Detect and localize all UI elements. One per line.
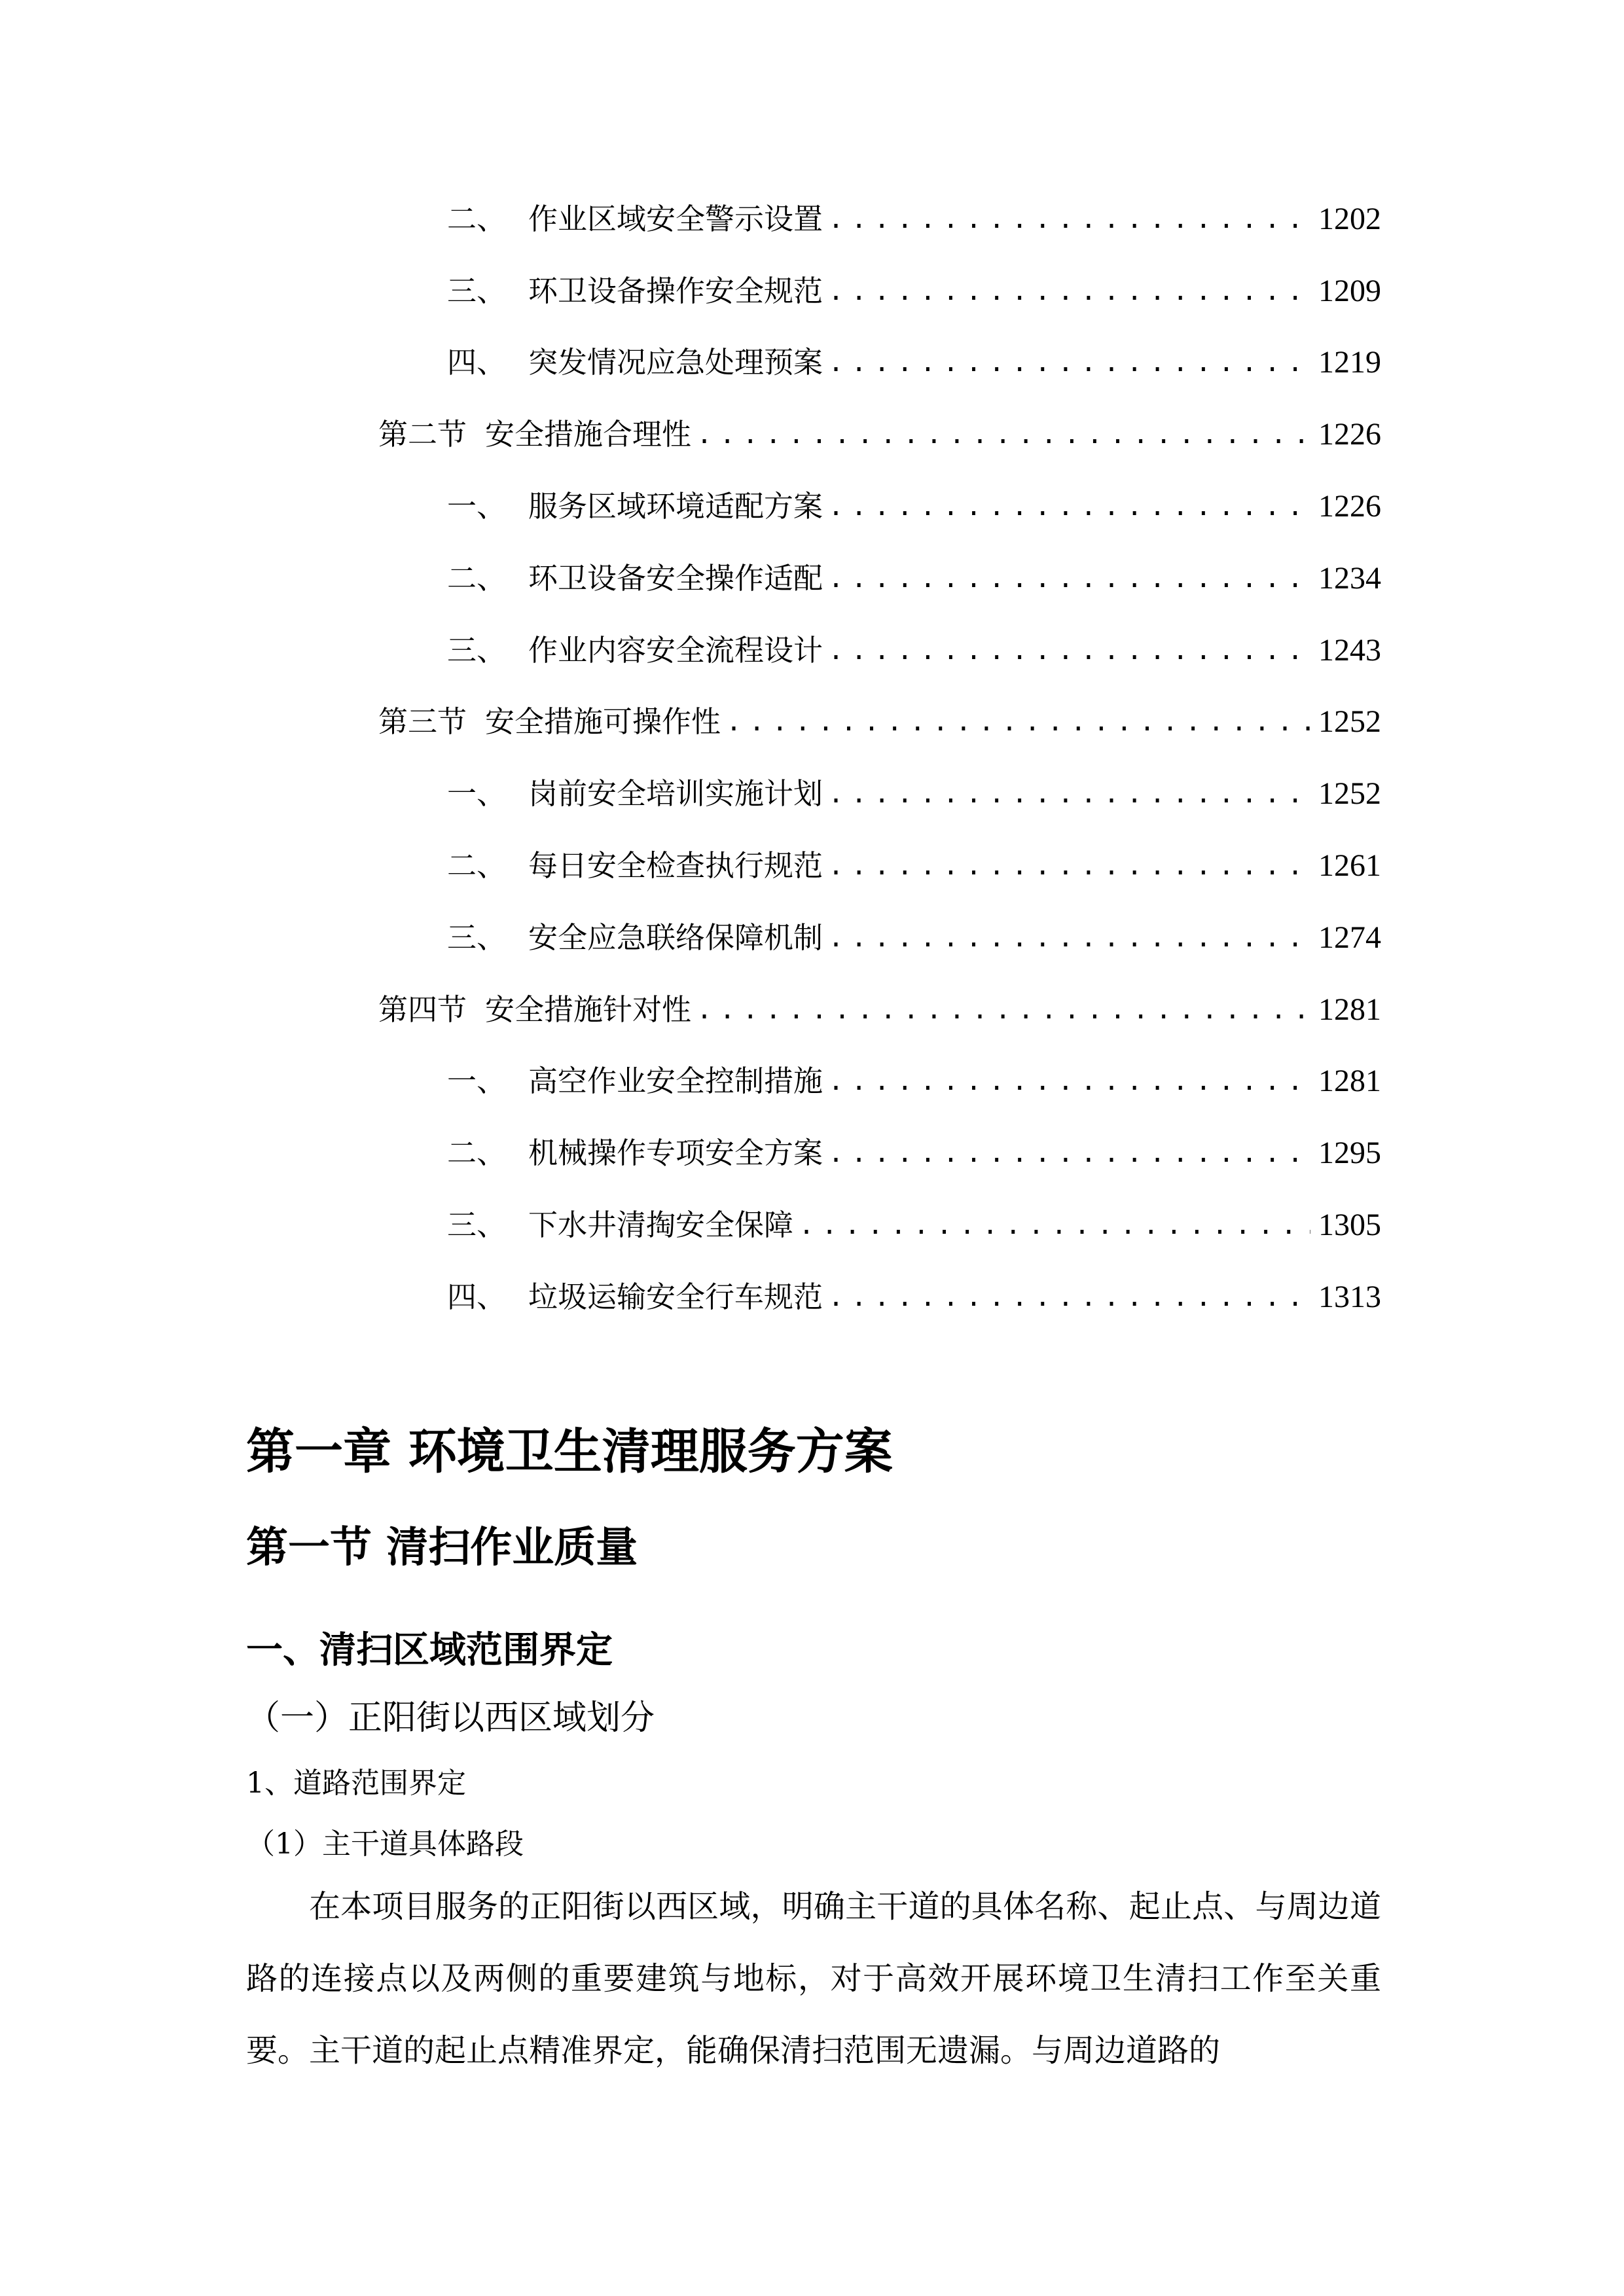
toc-entry-number: 二、 xyxy=(447,202,507,236)
toc-leader-dots xyxy=(823,840,1310,892)
toc-section-label: 第四节 xyxy=(378,992,467,1027)
toc-entry-page: 1209 xyxy=(1318,274,1381,308)
toc-entry[interactable] xyxy=(447,1271,1381,1323)
subsection-heading-level2: （一）正阳街以西区域划分 xyxy=(246,1698,655,1738)
toc-entry-title: 安全措施针对性 xyxy=(485,992,692,1027)
toc-entry[interactable] xyxy=(447,552,1381,605)
toc-leader-dots xyxy=(823,1127,1310,1179)
toc-entry-number: 三、 xyxy=(447,920,507,955)
section-title: 第一节 清扫作业质量 xyxy=(246,1524,638,1572)
toc-entry-page: 1313 xyxy=(1318,1280,1381,1314)
toc-entry-page: 1295 xyxy=(1318,1136,1381,1170)
toc-leader-dots xyxy=(823,1055,1310,1107)
toc-entry-number: 四、 xyxy=(447,345,507,380)
toc-entry-number: 一、 xyxy=(447,1064,507,1098)
toc-entry[interactable] xyxy=(447,193,1381,245)
toc-entry-title: 下水井清掏安全保障 xyxy=(528,1208,794,1242)
toc-entry-page: 1234 xyxy=(1318,561,1381,596)
toc-leader-dots xyxy=(823,768,1310,820)
toc-entry-title: 安全措施合理性 xyxy=(485,417,692,452)
subsection-heading-level3: 1、道路范围界定 xyxy=(246,1767,466,1800)
toc-entry-number: 二、 xyxy=(447,561,507,596)
toc-section-entry[interactable] xyxy=(378,408,1381,461)
toc-entry-number: 三、 xyxy=(447,633,507,668)
toc-entry-title: 高空作业安全控制措施 xyxy=(528,1064,823,1098)
toc-entry-page: 1252 xyxy=(1318,704,1381,739)
toc-entry-title: 安全措施可操作性 xyxy=(485,704,721,739)
toc-entry[interactable] xyxy=(447,1127,1381,1179)
toc-entry-title: 环卫设备安全操作适配 xyxy=(528,561,823,596)
toc-entry[interactable] xyxy=(447,480,1381,533)
toc-section-entry[interactable] xyxy=(378,696,1381,748)
toc-entry-number: 二、 xyxy=(447,848,507,883)
toc-section-label: 第三节 xyxy=(378,704,467,739)
toc-entry-title: 作业内容安全流程设计 xyxy=(528,633,823,668)
toc-entry-title: 岗前安全培训实施计划 xyxy=(528,776,823,811)
toc-entry-page: 1252 xyxy=(1318,776,1381,811)
toc-leader-dots xyxy=(823,552,1310,605)
toc-entry-title: 环卫设备操作安全规范 xyxy=(528,274,823,308)
toc-leader-dots xyxy=(691,408,1310,461)
toc-entry-title: 每日安全检查执行规范 xyxy=(528,848,823,883)
toc-entry-title: 安全应急联络保障机制 xyxy=(528,920,823,955)
toc-leader-dots xyxy=(823,624,1310,677)
toc-entry[interactable] xyxy=(447,768,1381,820)
toc-leader-dots xyxy=(823,265,1310,317)
toc-entry-page: 1281 xyxy=(1318,992,1381,1027)
toc-leader-dots xyxy=(823,1271,1310,1323)
toc-leader-dots xyxy=(721,696,1310,748)
toc-entry-number: 二、 xyxy=(447,1136,507,1170)
toc-entry-page: 1281 xyxy=(1318,1064,1381,1098)
toc-entry[interactable] xyxy=(447,1199,1381,1251)
toc-leader-dots xyxy=(691,984,1310,1036)
toc-entry[interactable] xyxy=(447,336,1381,389)
toc-entry-number: 一、 xyxy=(447,489,507,524)
toc-entry-title: 垃圾运输安全行车规范 xyxy=(528,1280,823,1314)
toc-leader-dots xyxy=(793,1199,1310,1251)
subsection-heading-level4: （1）主干道具体路段 xyxy=(246,1827,524,1861)
toc-leader-dots xyxy=(823,193,1310,245)
toc-entry-number: 一、 xyxy=(447,776,507,811)
toc-entry-page: 1274 xyxy=(1318,920,1381,955)
toc-entry-title: 作业区域安全警示设置 xyxy=(528,202,823,236)
toc-leader-dots xyxy=(823,336,1310,389)
toc-entry[interactable] xyxy=(447,1055,1381,1107)
toc-entry-page: 1226 xyxy=(1318,417,1381,452)
toc-entry[interactable] xyxy=(447,912,1381,964)
toc-entry-title: 服务区域环境适配方案 xyxy=(528,489,823,524)
toc-entry[interactable] xyxy=(447,624,1381,677)
toc-entry-number: 四、 xyxy=(447,1280,507,1314)
toc-entry-page: 1202 xyxy=(1318,202,1381,236)
toc-entry-title: 突发情况应急处理预案 xyxy=(528,345,823,380)
toc-section-entry[interactable] xyxy=(378,984,1381,1036)
toc-entry-number: 三、 xyxy=(447,1208,507,1242)
toc-entry[interactable] xyxy=(447,265,1381,317)
toc-entry-page: 1219 xyxy=(1318,345,1381,380)
toc-entry-number: 三、 xyxy=(447,274,507,308)
toc-entry[interactable] xyxy=(447,840,1381,892)
chapter-title: 第一章 环境卫生清理服务方案 xyxy=(246,1424,893,1480)
toc-entry-page: 1261 xyxy=(1318,848,1381,883)
body-paragraph: 在本项目服务的正阳街以西区域，明确主干道的具体名称、起止点、与周边道路的连接点以及两侧的重要建筑与地标，对于高效开展环境卫生清扫工作至关重要。主干道的起止点精准界定，能确保清扫范围无遗漏。与周边道路的 xyxy=(246,1888,1381,2069)
toc-entry-page: 1226 xyxy=(1318,489,1381,524)
toc-entry-title: 机械操作专项安全方案 xyxy=(528,1136,823,1170)
toc-leader-dots xyxy=(823,480,1310,533)
toc-section-label: 第二节 xyxy=(378,417,467,452)
toc-leader-dots xyxy=(823,912,1310,964)
toc-entry-page: 1243 xyxy=(1318,633,1381,668)
toc-entry-page: 1305 xyxy=(1318,1208,1381,1242)
subsection-heading-level1: 一、清扫区域范围界定 xyxy=(246,1629,613,1672)
